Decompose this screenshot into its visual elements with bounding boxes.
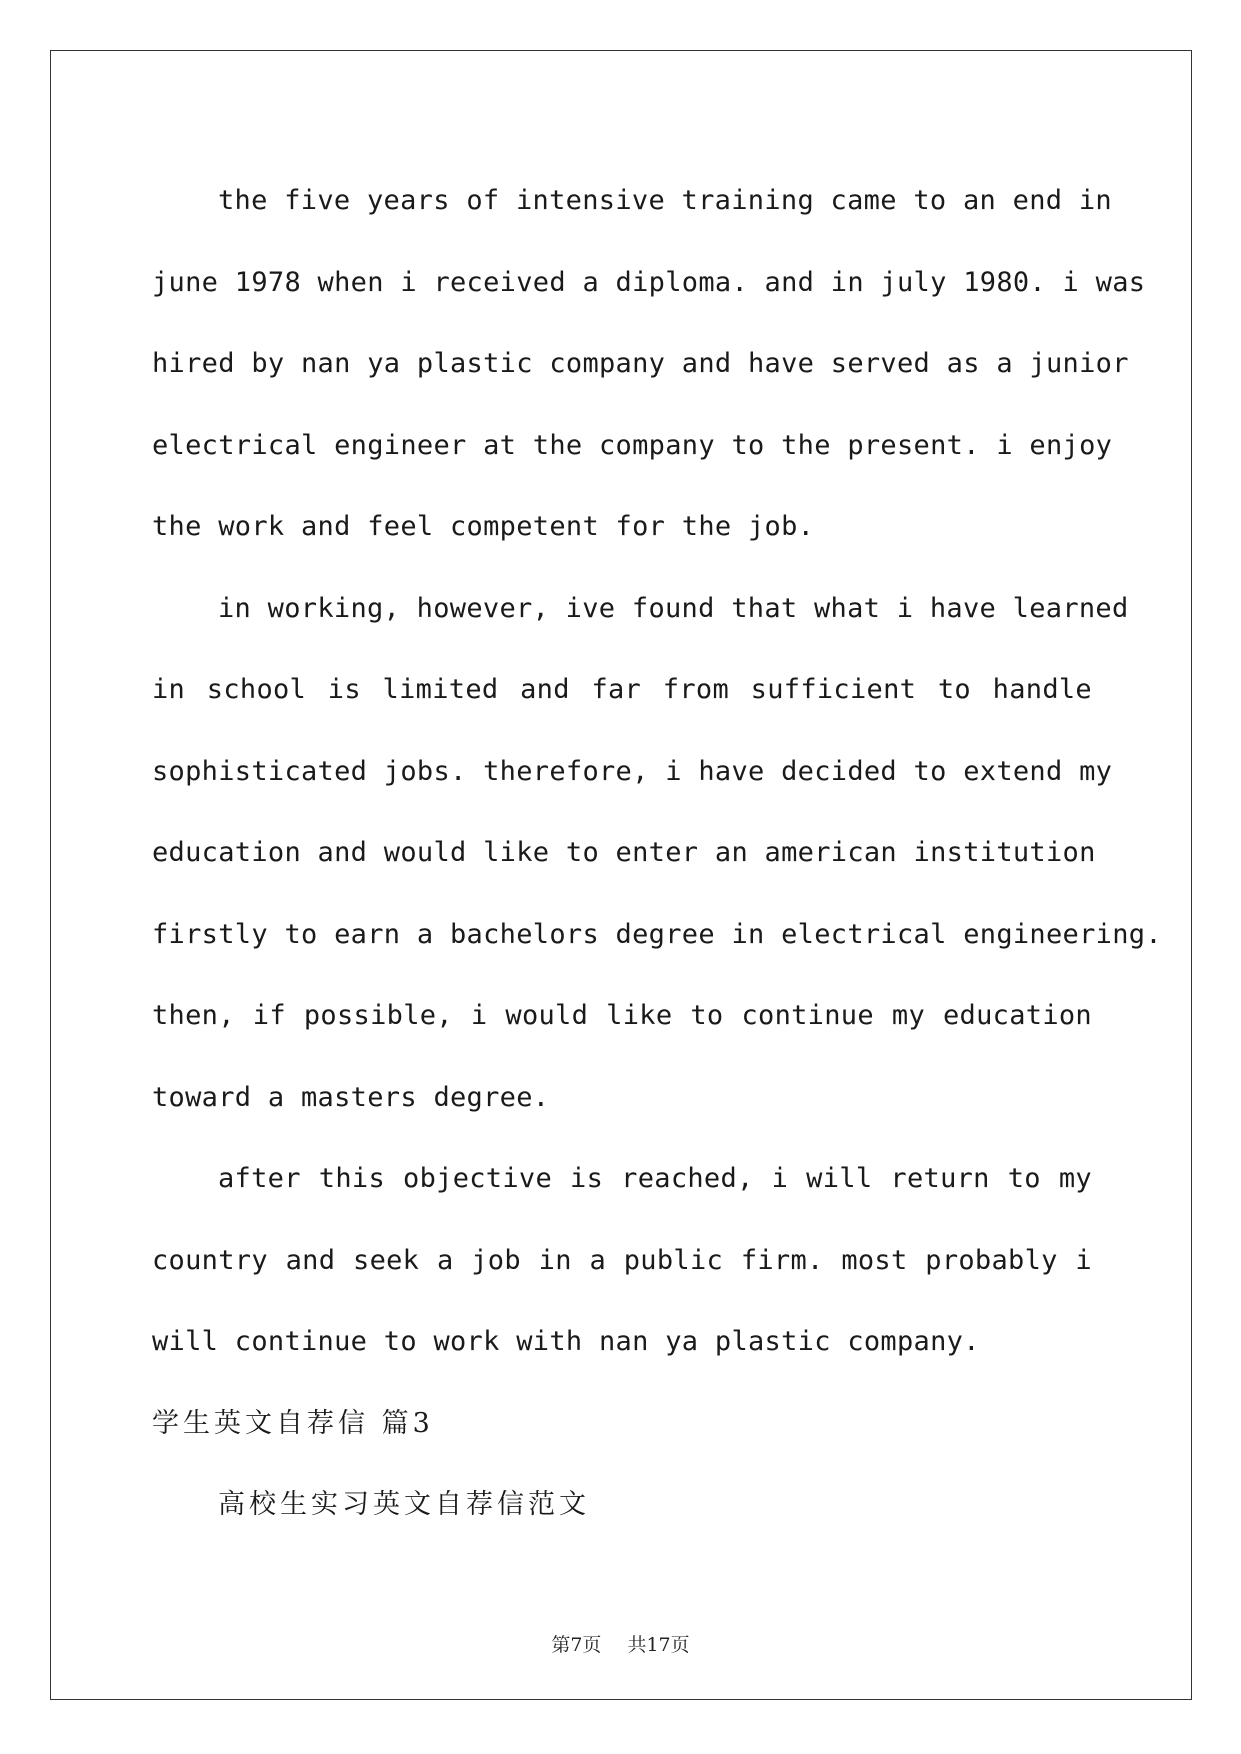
paragraph-line: the work and feel competent for the job. — [152, 511, 815, 542]
document-body — [152, 160, 1162, 1546]
paragraph-line: in working, however, ive found that what i have learned — [218, 592, 1129, 624]
paragraph-line: hired by nan ya plastic company and have served as a junior — [152, 348, 1129, 379]
page-footer — [0, 1630, 1241, 1657]
paragraph-line: in school is limited and far from sufficient to handle — [152, 674, 1092, 705]
page-number: 第7页 — [551, 1634, 602, 1656]
paragraph-line: sophisticated jobs. therefore, i have decided to extend my — [152, 755, 1113, 787]
paragraph-line: education and would like to enter an american institution — [152, 837, 1096, 868]
paragraph-line: toward a masters degree. — [152, 1081, 550, 1113]
paragraph-line: the five years of intensive training came to an end in — [218, 185, 1112, 216]
paragraph-line: electrical engineer at the company to the present. i enjoy — [152, 429, 1113, 461]
paragraph-line: will continue to work with nan ya plastic company. — [152, 1326, 980, 1357]
section-heading: 学生英文自荐信 篇3 — [152, 1407, 434, 1439]
page-total: 共17页 — [627, 1634, 690, 1656]
paragraph-line: country and seek a job in a public firm. most probably i — [152, 1244, 1092, 1276]
paragraph-line: after this objective is reached, i will return to my — [218, 1163, 1092, 1194]
paragraph-line: then, if possible, i would like to continue my education — [152, 1000, 1092, 1031]
paragraph-line: june 1978 when i received a diploma. and in july 1980. i was — [152, 266, 1146, 298]
sub-heading: 高校生实习英文自荐信范文 — [218, 1489, 590, 1520]
paragraph-line: firstly to earn a bachelors degree in electrical engineering. — [152, 918, 1162, 950]
